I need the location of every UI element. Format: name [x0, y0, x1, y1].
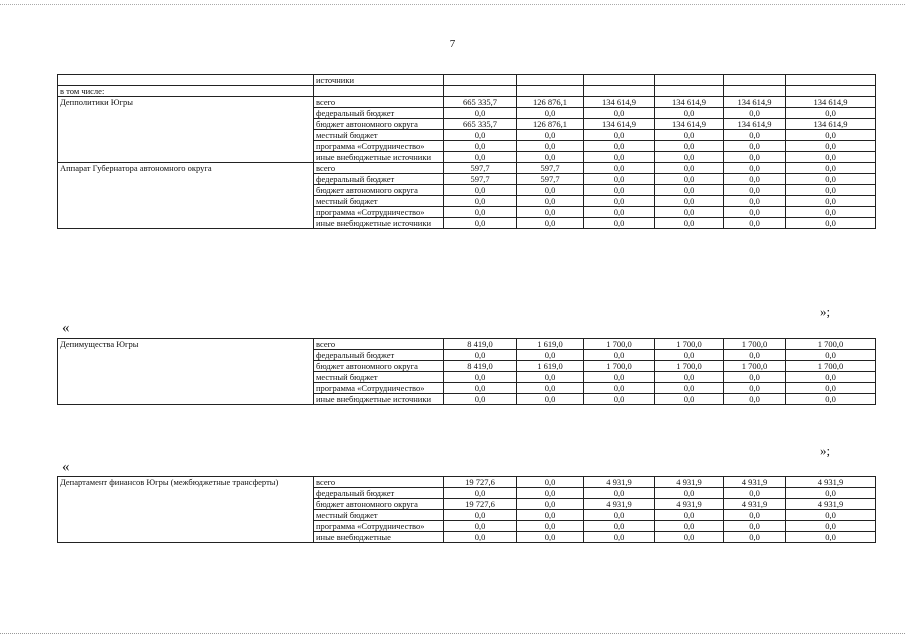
funding-source-cell: программа «Сотрудничество»: [314, 141, 444, 152]
value-cell: 0,0: [786, 218, 876, 229]
value-cell: 0,0: [584, 488, 655, 499]
value-cell: 0,0: [786, 207, 876, 218]
value-cell: 0,0: [786, 383, 876, 394]
value-cell: 0,0: [444, 196, 517, 207]
value-cell: 665 335,7: [444, 97, 517, 108]
value-cell: 0,0: [517, 521, 584, 532]
value-cell: 4 931,9: [786, 477, 876, 488]
value-cell: 4 931,9: [584, 477, 655, 488]
header-value-cell: [724, 75, 786, 86]
table-row: [58, 163, 876, 174]
header-value-cell: [444, 86, 517, 97]
value-cell: 0,0: [444, 488, 517, 499]
header-value-cell: [655, 86, 724, 97]
value-cell: 0,0: [444, 108, 517, 119]
value-cell: 1 700,0: [584, 339, 655, 350]
agency-name-cell: Депимущества Югры: [58, 339, 314, 405]
value-cell: 1 700,0: [724, 361, 786, 372]
table-row: [58, 339, 876, 350]
value-cell: 0,0: [655, 394, 724, 405]
value-cell: 0,0: [444, 218, 517, 229]
value-cell: 4 931,9: [655, 499, 724, 510]
header-value-cell: [517, 75, 584, 86]
value-cell: 0,0: [655, 152, 724, 163]
value-cell: 4 931,9: [724, 499, 786, 510]
budget-table-3: [57, 476, 876, 543]
value-cell: 8 419,0: [444, 361, 517, 372]
value-cell: 0,0: [517, 488, 584, 499]
header-value-cell: [584, 75, 655, 86]
value-cell: 0,0: [584, 383, 655, 394]
value-cell: 0,0: [655, 510, 724, 521]
value-cell: 0,0: [444, 141, 517, 152]
value-cell: 0,0: [655, 350, 724, 361]
value-cell: 0,0: [584, 196, 655, 207]
value-cell: 126 876,1: [517, 119, 584, 130]
agency-name-cell: Депполитики Югры: [58, 97, 314, 163]
value-cell: 597,7: [517, 174, 584, 185]
funding-source-cell: местный бюджет: [314, 510, 444, 521]
value-cell: 0,0: [444, 394, 517, 405]
value-cell: 134 614,9: [724, 119, 786, 130]
value-cell: 0,0: [655, 196, 724, 207]
funding-source-cell: федеральный бюджет: [314, 174, 444, 185]
value-cell: 0,0: [724, 372, 786, 383]
value-cell: 0,0: [517, 185, 584, 196]
value-cell: 0,0: [517, 372, 584, 383]
value-cell: 4 931,9: [655, 477, 724, 488]
scan-edge-top: [0, 4, 905, 6]
page-number: 7: [449, 38, 456, 50]
value-cell: 1 700,0: [655, 339, 724, 350]
value-cell: 0,0: [655, 532, 724, 543]
value-cell: 0,0: [584, 141, 655, 152]
funding-source-cell: бюджет автономного округа: [314, 119, 444, 130]
value-cell: 0,0: [786, 350, 876, 361]
header-value-cell: [517, 86, 584, 97]
value-cell: 0,0: [655, 372, 724, 383]
value-cell: 0,0: [584, 130, 655, 141]
value-cell: 0,0: [517, 207, 584, 218]
table-row: [58, 477, 876, 488]
table-header-row: [58, 86, 876, 97]
value-cell: 1 700,0: [786, 339, 876, 350]
value-cell: 0,0: [724, 141, 786, 152]
value-cell: 1 619,0: [517, 339, 584, 350]
header-value-cell: [655, 75, 724, 86]
funding-source-cell: федеральный бюджет: [314, 350, 444, 361]
closing-quote-1: »;: [820, 304, 831, 319]
value-cell: 134 614,9: [655, 119, 724, 130]
value-cell: 0,0: [655, 218, 724, 229]
funding-source-cell: местный бюджет: [314, 196, 444, 207]
value-cell: 0,0: [444, 510, 517, 521]
value-cell: 0,0: [724, 532, 786, 543]
value-cell: 0,0: [655, 521, 724, 532]
value-cell: 0,0: [444, 152, 517, 163]
value-cell: 0,0: [444, 383, 517, 394]
value-cell: 0,0: [584, 152, 655, 163]
value-cell: 0,0: [584, 185, 655, 196]
funding-source-cell: бюджет автономного округа: [314, 185, 444, 196]
value-cell: 0,0: [655, 108, 724, 119]
value-cell: 1 700,0: [655, 361, 724, 372]
value-cell: 0,0: [786, 394, 876, 405]
value-cell: 0,0: [655, 185, 724, 196]
funding-source-cell: иные внебюджетные источники: [314, 152, 444, 163]
value-cell: 134 614,9: [655, 97, 724, 108]
value-cell: 134 614,9: [786, 119, 876, 130]
value-cell: 0,0: [786, 510, 876, 521]
value-cell: 0,0: [584, 510, 655, 521]
value-cell: 597,7: [444, 174, 517, 185]
agency-name-cell: Департамент финансов Югры (межбюджетные трансферты): [58, 477, 314, 543]
value-cell: 0,0: [786, 141, 876, 152]
header-label-cell: в том числе:: [58, 86, 314, 97]
value-cell: 0,0: [786, 130, 876, 141]
funding-source-cell: всего: [314, 477, 444, 488]
closing-quote-2: »;: [820, 443, 831, 458]
funding-source-cell: всего: [314, 97, 444, 108]
value-cell: 0,0: [584, 394, 655, 405]
funding-source-cell: бюджет автономного округа: [314, 361, 444, 372]
value-cell: 0,0: [517, 383, 584, 394]
value-cell: 134 614,9: [724, 97, 786, 108]
value-cell: 134 614,9: [584, 97, 655, 108]
value-cell: 0,0: [724, 108, 786, 119]
value-cell: 0,0: [584, 207, 655, 218]
value-cell: 0,0: [517, 108, 584, 119]
header-sub-cell: [314, 86, 444, 97]
value-cell: 0,0: [786, 108, 876, 119]
header-value-cell: [444, 75, 517, 86]
value-cell: 0,0: [517, 394, 584, 405]
opening-quote-1: «: [62, 320, 70, 336]
value-cell: 0,0: [655, 207, 724, 218]
funding-source-cell: всего: [314, 163, 444, 174]
value-cell: 0,0: [584, 108, 655, 119]
value-cell: 0,0: [517, 130, 584, 141]
value-cell: 0,0: [444, 350, 517, 361]
value-cell: 0,0: [724, 488, 786, 499]
value-cell: 0,0: [724, 521, 786, 532]
funding-source-cell: иные внебюджетные: [314, 532, 444, 543]
value-cell: 0,0: [517, 532, 584, 543]
value-cell: 1 700,0: [786, 361, 876, 372]
header-value-cell: [786, 86, 876, 97]
value-cell: 0,0: [786, 152, 876, 163]
value-cell: 0,0: [444, 521, 517, 532]
value-cell: 0,0: [724, 196, 786, 207]
header-value-cell: [724, 86, 786, 97]
value-cell: 0,0: [724, 510, 786, 521]
value-cell: 597,7: [444, 163, 517, 174]
value-cell: 0,0: [517, 152, 584, 163]
header-sub-cell: источники: [314, 75, 444, 86]
value-cell: 0,0: [724, 174, 786, 185]
value-cell: 0,0: [444, 185, 517, 196]
value-cell: 1 700,0: [724, 339, 786, 350]
value-cell: 0,0: [786, 488, 876, 499]
value-cell: 0,0: [517, 477, 584, 488]
value-cell: 1 619,0: [517, 361, 584, 372]
value-cell: 4 931,9: [786, 499, 876, 510]
value-cell: 0,0: [786, 185, 876, 196]
value-cell: 134 614,9: [786, 97, 876, 108]
table-row: [58, 97, 876, 108]
value-cell: 8 419,0: [444, 339, 517, 350]
header-value-cell: [786, 75, 876, 86]
value-cell: 0,0: [786, 196, 876, 207]
funding-source-cell: программа «Сотрудничество»: [314, 207, 444, 218]
value-cell: 0,0: [655, 163, 724, 174]
scan-edge-bottom: [0, 633, 905, 635]
value-cell: 0,0: [444, 207, 517, 218]
value-cell: 4 931,9: [584, 499, 655, 510]
value-cell: 0,0: [655, 174, 724, 185]
value-cell: 4 931,9: [724, 477, 786, 488]
value-cell: 665 335,7: [444, 119, 517, 130]
funding-source-cell: федеральный бюджет: [314, 488, 444, 499]
value-cell: 0,0: [724, 130, 786, 141]
value-cell: 0,0: [655, 488, 724, 499]
funding-source-cell: программа «Сотрудничество»: [314, 521, 444, 532]
value-cell: 0,0: [655, 383, 724, 394]
funding-source-cell: федеральный бюджет: [314, 108, 444, 119]
value-cell: 0,0: [444, 130, 517, 141]
value-cell: 0,0: [724, 394, 786, 405]
value-cell: 0,0: [584, 372, 655, 383]
value-cell: 0,0: [724, 207, 786, 218]
value-cell: 0,0: [584, 532, 655, 543]
value-cell: 0,0: [517, 350, 584, 361]
value-cell: 0,0: [517, 218, 584, 229]
value-cell: 0,0: [655, 141, 724, 152]
value-cell: 0,0: [517, 196, 584, 207]
opening-quote-2: «: [62, 459, 70, 475]
value-cell: 0,0: [655, 130, 724, 141]
budget-table-2: [57, 338, 876, 405]
value-cell: 0,0: [724, 185, 786, 196]
value-cell: 0,0: [444, 532, 517, 543]
funding-source-cell: бюджет автономного округа: [314, 499, 444, 510]
funding-source-cell: программа «Сотрудничество»: [314, 383, 444, 394]
funding-source-cell: иные внебюджетные источники: [314, 394, 444, 405]
value-cell: 0,0: [517, 510, 584, 521]
funding-source-cell: иные внебюджетные источники: [314, 218, 444, 229]
value-cell: 0,0: [584, 350, 655, 361]
value-cell: 0,0: [724, 152, 786, 163]
value-cell: 0,0: [786, 532, 876, 543]
value-cell: 1 700,0: [584, 361, 655, 372]
value-cell: 0,0: [517, 141, 584, 152]
value-cell: 19 727,6: [444, 499, 517, 510]
agency-name-cell: Аппарат Губернатора автономного округа: [58, 163, 314, 229]
funding-source-cell: всего: [314, 339, 444, 350]
value-cell: 0,0: [786, 521, 876, 532]
value-cell: 0,0: [786, 174, 876, 185]
funding-source-cell: местный бюджет: [314, 372, 444, 383]
header-label-cell: [58, 75, 314, 86]
funding-source-cell: местный бюджет: [314, 130, 444, 141]
value-cell: 0,0: [786, 372, 876, 383]
value-cell: 0,0: [724, 350, 786, 361]
value-cell: 0,0: [724, 383, 786, 394]
header-value-cell: [584, 86, 655, 97]
value-cell: 134 614,9: [584, 119, 655, 130]
value-cell: 0,0: [584, 174, 655, 185]
value-cell: 0,0: [724, 218, 786, 229]
budget-table-1: [57, 74, 876, 229]
value-cell: 0,0: [786, 163, 876, 174]
value-cell: 0,0: [584, 218, 655, 229]
value-cell: 0,0: [584, 163, 655, 174]
value-cell: 126 876,1: [517, 97, 584, 108]
value-cell: 597,7: [517, 163, 584, 174]
value-cell: 0,0: [517, 499, 584, 510]
table-header-row: [58, 75, 876, 86]
value-cell: 0,0: [724, 163, 786, 174]
value-cell: 0,0: [584, 521, 655, 532]
value-cell: 0,0: [444, 372, 517, 383]
value-cell: 19 727,6: [444, 477, 517, 488]
